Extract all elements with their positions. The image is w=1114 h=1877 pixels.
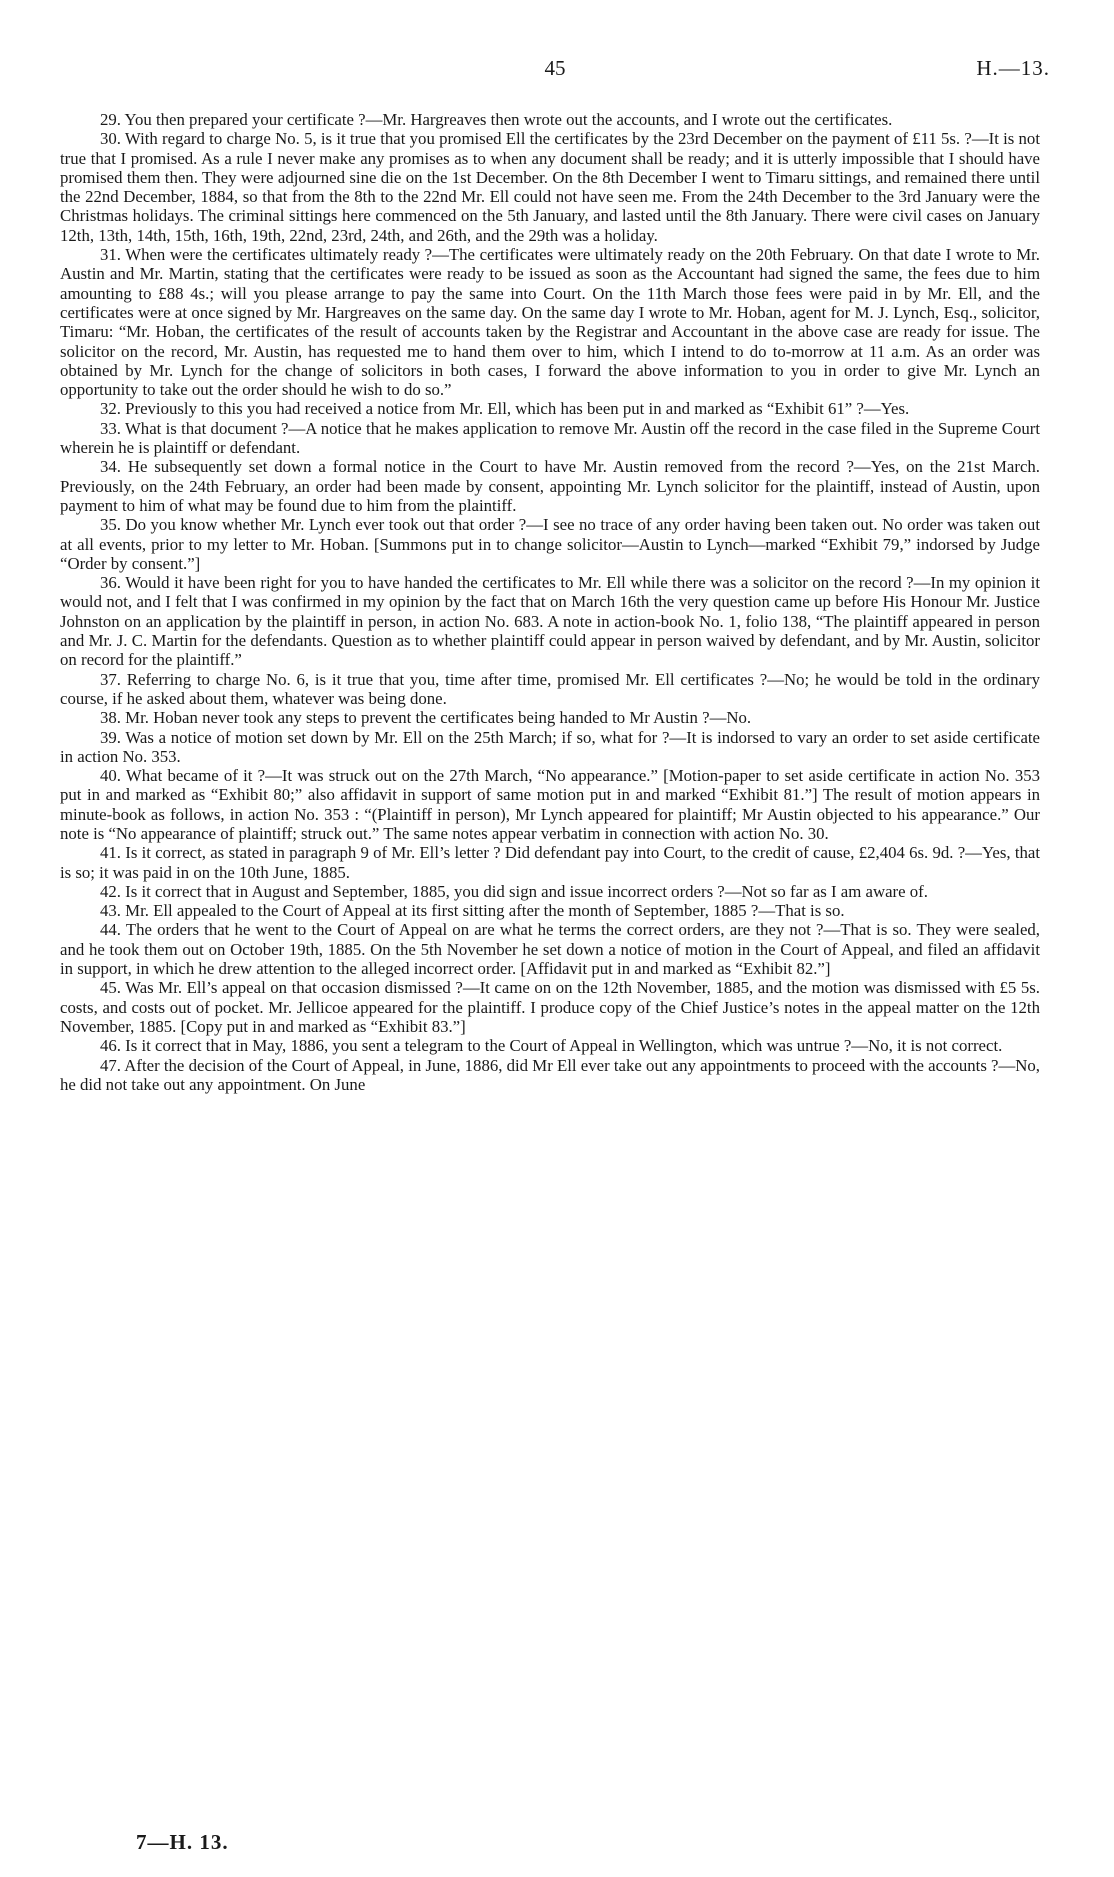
- paragraph-34: 34. He subsequently set down a formal notice in the Court to have Mr. Austin removed from the record ?—Yes, on the 21st March. Previously, on the 24th February, an order had been made by consent, appointing Mr. Lynch solicitor for the plaintiff, instead of Austin, upon payment to him of what may be found due to him from the plaintiff.: [60, 457, 1040, 515]
- paragraph-30: 30. With regard to charge No. 5, is it true that you promised Ell the certificates by the 23rd December on the payment of £11 5s. ?—It is not true that I promised. As a rule I never make any promises as to when any document shall be ready; and it is utterly impossible that I should have promised them then. They were adjourned sine die on the 1st December. On the 8th December I went to Timaru sittings, and remained there until the 22nd December, 1884, so that from the 8th to the 22nd Mr. Ell could not have seen me. From the 24th December to the 3rd January were the Christmas holidays. The criminal sittings here commenced on the 5th January, and lasted until the 8th January. There were civil cases on January 12th, 13th, 14th, 15th, 16th, 19th, 22nd, 23rd, 24th, and 26th, and the 29th was a holiday.: [60, 129, 1040, 245]
- paragraph-29: 29. You then prepared your certificate ?—Mr. Hargreaves then wrote out the accounts, and I wrote out the certificates.: [100, 110, 893, 129]
- paragraph-42: 42. Is it correct that in August and September, 1885, you did sign and issue incorrect orders ?—Not so far as I am aware of.: [100, 881, 928, 901]
- page-number: 45: [544, 56, 566, 80]
- signature-mark: 7—H. 13.: [136, 1830, 229, 1854]
- paragraph-41: 41. Is it correct, as stated in paragraph 9 of Mr. Ell’s letter ? Did defendant pay into Court, to the credit of cause, £2,404 6s. 9d. ?—Yes, that is so; it was paid in on the 10th June, 1885.: [60, 843, 1040, 882]
- paragraph-45: 45. Was Mr. Ell’s appeal on that occasion dismissed ?—It came on on the 12th November, 1885, and the motion was dismissed with £5 5s. costs, and costs out of pocket. Mr. Jellicoe appeared for the plaintiff. I produce copy of the Chief Justice’s notes in the appeal matter on the 12th November, 1885. [Copy put in and marked as “Exhibit 83.”]: [60, 978, 1040, 1036]
- paragraph-38: 38. Mr. Hoban never took any steps to prevent the certificates being handed to Mr Austin ?—No.: [100, 708, 752, 728]
- paragraph-37: 37. Referring to charge No. 6, is it true that you, time after time, promised Mr. Ell certificates ?—No; he would be told in the ordinary course, if he asked about them, whatever was being done.: [60, 669, 1040, 708]
- paper-reference: H.—13.: [976, 56, 1050, 80]
- paragraph-46: 46. Is it correct that in May, 1886, you sent a telegram to the Court of Appeal in Wellington, which was untrue ?—No, it is not correct.: [100, 1036, 1003, 1056]
- paragraph-32: 32. Previously to this you had received a notice from Mr. Ell, which has been put in and marked as “Exhibit 61” ?—Yes.: [100, 399, 910, 419]
- paragraph-44: 44. The orders that he went to the Court of Appeal on are what he terms the correct orders, are they not ?—That is so. They were sealed, and he took them out on October 19th, 1885. On the 5th November he set down a notice of motion in the Court of Appeal, and filed an affidavit in support, in which he drew attention to the alleged incorrect order. [Affidavit put in and marked as “Exhibit 82.”]: [60, 920, 1040, 979]
- paragraph-36: 36. Would it have been right for you to have handed the certificates to Mr. Ell while there was a solicitor on the record ?—In my opinion it would not, and I felt that I was confirmed in my opinion by the fact that on March 16th the very question came up before His Honour Mr. Justice Johnston on an application by the plaintiff in person, in action No. 683. A note in action-book No. 1, folio 138, “The plaintiff appeared in person and Mr. J. C. Martin for the defendants. Question as to whether plaintiff could appear in person waived by defendant, and by Mr. Austin, solicitor on record for the plaintiff.”: [60, 573, 1040, 670]
- paragraph-47: 47. After the decision of the Court of Appeal, in June, 1886, did Mr Ell ever take out any appointments to proceed with the accounts ?—No, he did not take out any appointment. On June: [60, 1055, 1040, 1094]
- paragraph-31: 31. When were the certificates ultimately ready ?—The certificates were ultimately ready on the 20th February. On that date I wrote to Mr. Austin and Mr. Martin, stating that the certificates were ready to be issued as soon as the Accountant had signed the same, the fees due to him amounting to £88 4s.; will you please arrange to pay the same into Court. On the 11th March those fees were paid in by Mr. Ell, and the certificates were at once signed by Mr. Hargreaves on the same day. On the same day I wrote to Mr. Hoban, agent for M. J. Lynch, Esq., solicitor, Timaru: “Mr. Hoban, the certificates of the result of accounts taken by the Registrar and Accountant in the above case are ready for issue. The solicitor on the record, Mr. Austin, has requested me to hand them over to him, which I intend to do to-morrow at 11 a.m. As an order was obtained by Mr. Lynch for the change of solicitors in both cases, I forward the above information to you in order to give Mr. Lynch an opportunity to take out the order should he wish to do so.”: [60, 245, 1040, 400]
- paragraph-39: 39. Was a notice of motion set down by Mr. Ell on the 25th March; if so, what for ?—It is indorsed to vary an order to set aside certificate in action No. 353.: [60, 727, 1040, 766]
- paragraph-33: 33. What is that document ?—A notice that he makes application to remove Mr. Austin off the record in the case filed in the Supreme Court wherein he is plaintiff or defendant.: [60, 418, 1040, 458]
- paragraph-35: 35. Do you know whether Mr. Lynch ever took out that order ?—I see no trace of any order having been taken out. No order was taken out at all events, prior to my letter to Mr. Hoban. [Summons put in to change solicitor—Austin to Lynch—marked “Exhibit 79,” indorsed by Judge “Order by consent.”]: [60, 515, 1040, 573]
- body-text: [60, 110, 1040, 1094]
- page-header: [60, 56, 1050, 88]
- paragraph-40: 40. What became of it ?—It was struck out on the 27th March, “No appearance.” [Motion-paper to set aside certificate in action No. 353 put in and marked as “Exhibit 80;” also affidavit in support of same motion put in and marked “Exhibit 81.”] The result of motion appears in minute-book as follows, in action No. 353 : “(Plaintiff in person), Mr Lynch appeared for plaintiff; Mr Austin objected to his appearance.” Our note is “No appearance of plaintiff; struck out.” The same notes appear verbatim in connection with action No. 30.: [60, 766, 1040, 843]
- paragraph-43: 43. Mr. Ell appealed to the Court of Appeal at its first sitting after the month of September, 1885 ?—That is so.: [100, 901, 845, 921]
